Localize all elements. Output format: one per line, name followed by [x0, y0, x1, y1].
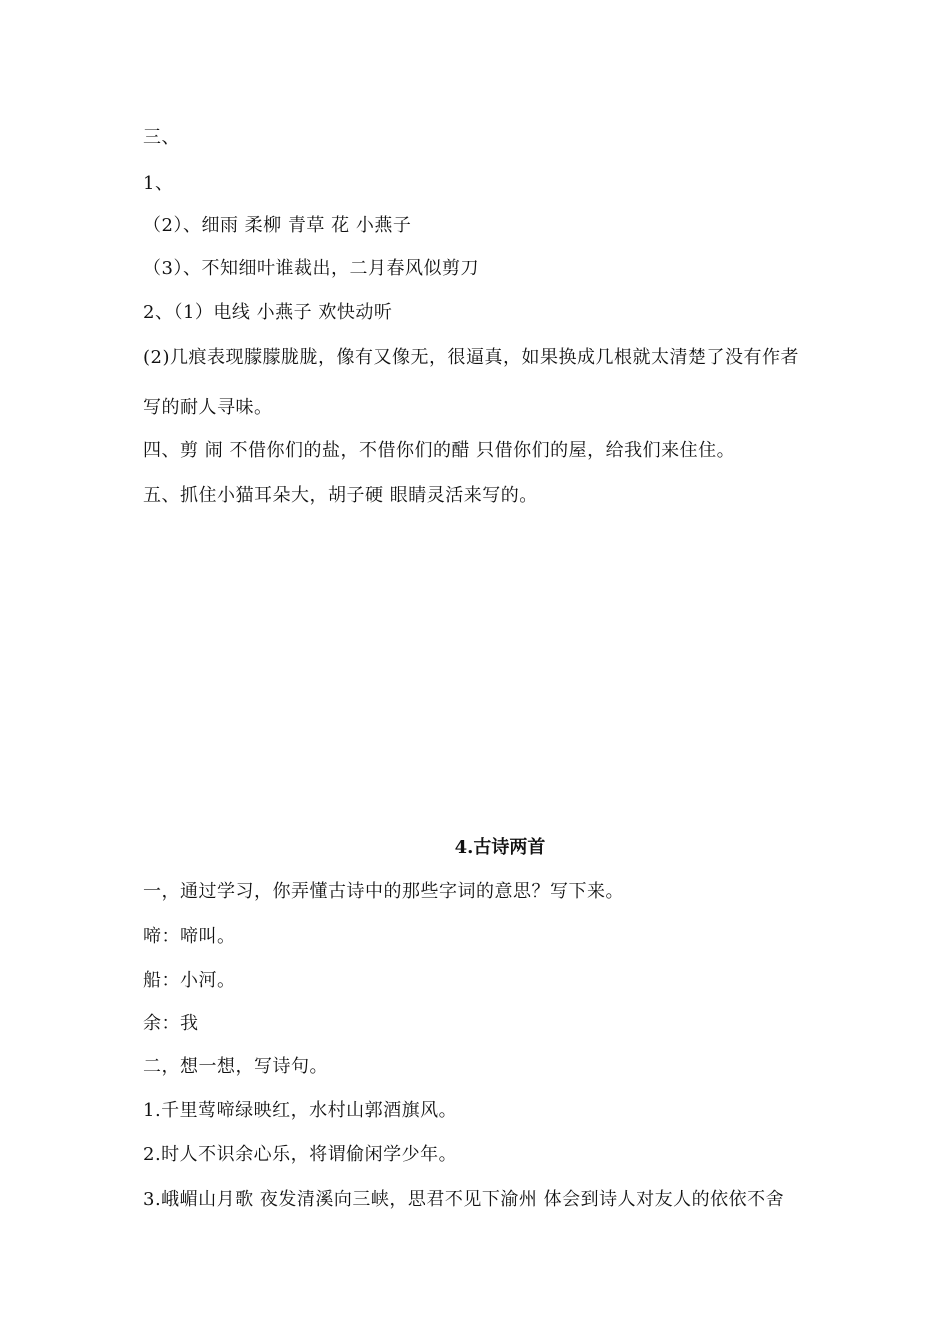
text-line: 三、	[143, 127, 180, 148]
text-line: 啼：啼叫。	[143, 926, 236, 947]
text-line: 写的耐人寻味。	[143, 397, 273, 418]
text-line: 3.峨嵋山月歌 夜发清溪向三峡，思君不见下渝州 体会到诗人对友人的依依不舍	[143, 1189, 785, 1210]
text-line: （2）、细雨 柔柳 青草 花 小燕子	[143, 215, 412, 236]
text-line: 1.千里莺啼绿映红，水村山郭酒旗风。	[143, 1100, 458, 1121]
text-line: 1、	[143, 173, 174, 194]
section-title: 4.古诗两首	[454, 837, 546, 858]
text-line: (2)几痕表现朦朦胧胧，像有又像无，很逼真，如果换成几根就太清楚了没有作者	[143, 347, 799, 368]
text-line: 一，通过学习，你弄懂古诗中的那些字词的意思？写下来。	[143, 881, 624, 902]
text-line: （3）、不知细叶谁裁出，二月春风似剪刀	[143, 258, 479, 279]
text-line: 五、抓住小猫耳朵大，胡子硬 眼睛灵活来写的。	[143, 485, 538, 506]
text-line: 四、剪 闹 不借你们的盐，不借你们的醋 只借你们的屋，给我们来住住。	[143, 440, 736, 461]
text-line: 船：小河。	[143, 970, 236, 991]
text-line: 二，想一想，写诗句。	[143, 1056, 328, 1077]
text-line: 余：我	[143, 1013, 199, 1034]
text-line: 2.时人不识余心乐，将谓偷闲学少年。	[143, 1144, 458, 1165]
text-line: 2、（1）电线 小燕子 欢快动听	[143, 302, 393, 323]
